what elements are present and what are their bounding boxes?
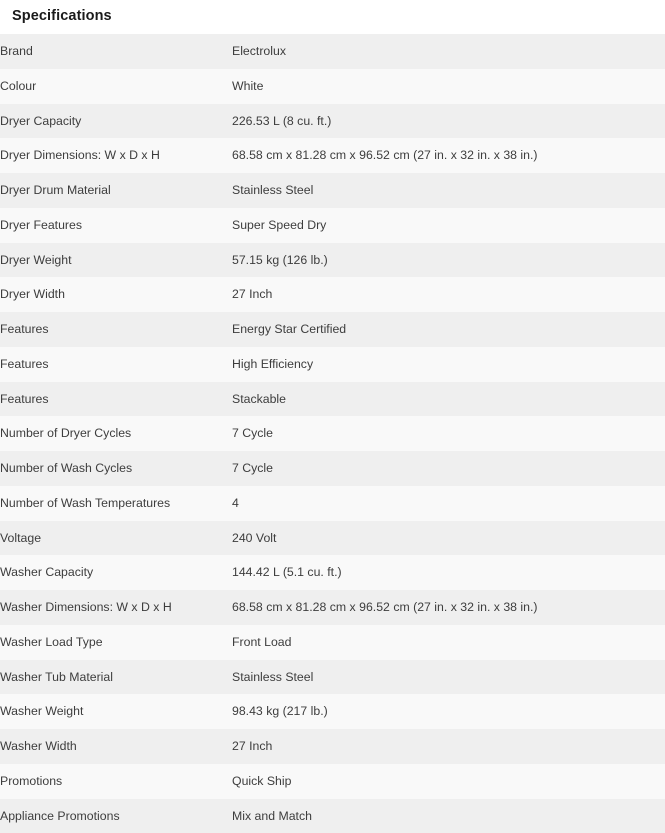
spec-value: High Efficiency: [232, 347, 665, 382]
table-row: [0, 555, 665, 590]
table-row: [0, 277, 665, 312]
spec-label: Brand: [0, 34, 232, 69]
spec-value: 68.58 cm x 81.28 cm x 96.52 cm (27 in. x 32 in. x 38 in.): [232, 138, 665, 173]
spec-label: Dryer Drum Material: [0, 173, 232, 208]
spec-label: Dryer Features: [0, 208, 232, 243]
table-row: [0, 660, 665, 695]
table-row: [0, 416, 665, 451]
table-row: [0, 451, 665, 486]
spec-label: Washer Tub Material: [0, 660, 232, 695]
table-row: [0, 764, 665, 799]
table-row: [0, 590, 665, 625]
spec-value: 4: [232, 486, 665, 521]
spec-value: 144.42 L (5.1 cu. ft.): [232, 555, 665, 590]
spec-value: White: [232, 69, 665, 104]
spec-label: Dryer Weight: [0, 243, 232, 278]
spec-label: Features: [0, 347, 232, 382]
spec-label: Dryer Width: [0, 277, 232, 312]
spec-label: Washer Capacity: [0, 555, 232, 590]
table-row: [0, 521, 665, 556]
spec-value: Mix and Match: [232, 799, 665, 833]
spec-value: Energy Star Certified: [232, 312, 665, 347]
specifications-table: [0, 34, 665, 833]
table-row: [0, 243, 665, 278]
spec-value: Quick Ship: [232, 764, 665, 799]
spec-value: Super Speed Dry: [232, 208, 665, 243]
spec-value: 68.58 cm x 81.28 cm x 96.52 cm (27 in. x 32 in. x 38 in.): [232, 590, 665, 625]
table-row: [0, 486, 665, 521]
spec-label: Washer Dimensions: W x D x H: [0, 590, 232, 625]
spec-value: 27 Inch: [232, 277, 665, 312]
table-row: [0, 138, 665, 173]
spec-value: 98.43 kg (217 lb.): [232, 694, 665, 729]
table-row: [0, 347, 665, 382]
spec-label: Voltage: [0, 521, 232, 556]
table-row: [0, 312, 665, 347]
spec-label: Dryer Dimensions: W x D x H: [0, 138, 232, 173]
spec-value: Stackable: [232, 382, 665, 417]
spec-label: Appliance Promotions: [0, 799, 232, 833]
table-row: [0, 625, 665, 660]
table-row: [0, 694, 665, 729]
table-row: [0, 799, 665, 833]
spec-label: Promotions: [0, 764, 232, 799]
spec-value: 7 Cycle: [232, 451, 665, 486]
spec-value: Stainless Steel: [232, 173, 665, 208]
table-row: [0, 69, 665, 104]
spec-value: 7 Cycle: [232, 416, 665, 451]
table-row: [0, 208, 665, 243]
spec-value: 57.15 kg (126 lb.): [232, 243, 665, 278]
spec-label: Washer Load Type: [0, 625, 232, 660]
spec-label: Number of Dryer Cycles: [0, 416, 232, 451]
spec-value: 240 Volt: [232, 521, 665, 556]
page-title: Specifications: [0, 0, 665, 34]
spec-value: 226.53 L (8 cu. ft.): [232, 104, 665, 139]
spec-label: Washer Weight: [0, 694, 232, 729]
spec-label: Dryer Capacity: [0, 104, 232, 139]
spec-label: Features: [0, 382, 232, 417]
spec-label: Features: [0, 312, 232, 347]
spec-value: Front Load: [232, 625, 665, 660]
table-row: [0, 729, 665, 764]
spec-label: Number of Wash Temperatures: [0, 486, 232, 521]
table-row: [0, 173, 665, 208]
specifications-table-body: [0, 34, 665, 833]
spec-label: Colour: [0, 69, 232, 104]
spec-value: Stainless Steel: [232, 660, 665, 695]
table-row: [0, 382, 665, 417]
spec-label: Washer Width: [0, 729, 232, 764]
table-row: [0, 104, 665, 139]
table-row: [0, 34, 665, 69]
spec-value: 27 Inch: [232, 729, 665, 764]
spec-label: Number of Wash Cycles: [0, 451, 232, 486]
spec-value: Electrolux: [232, 34, 665, 69]
